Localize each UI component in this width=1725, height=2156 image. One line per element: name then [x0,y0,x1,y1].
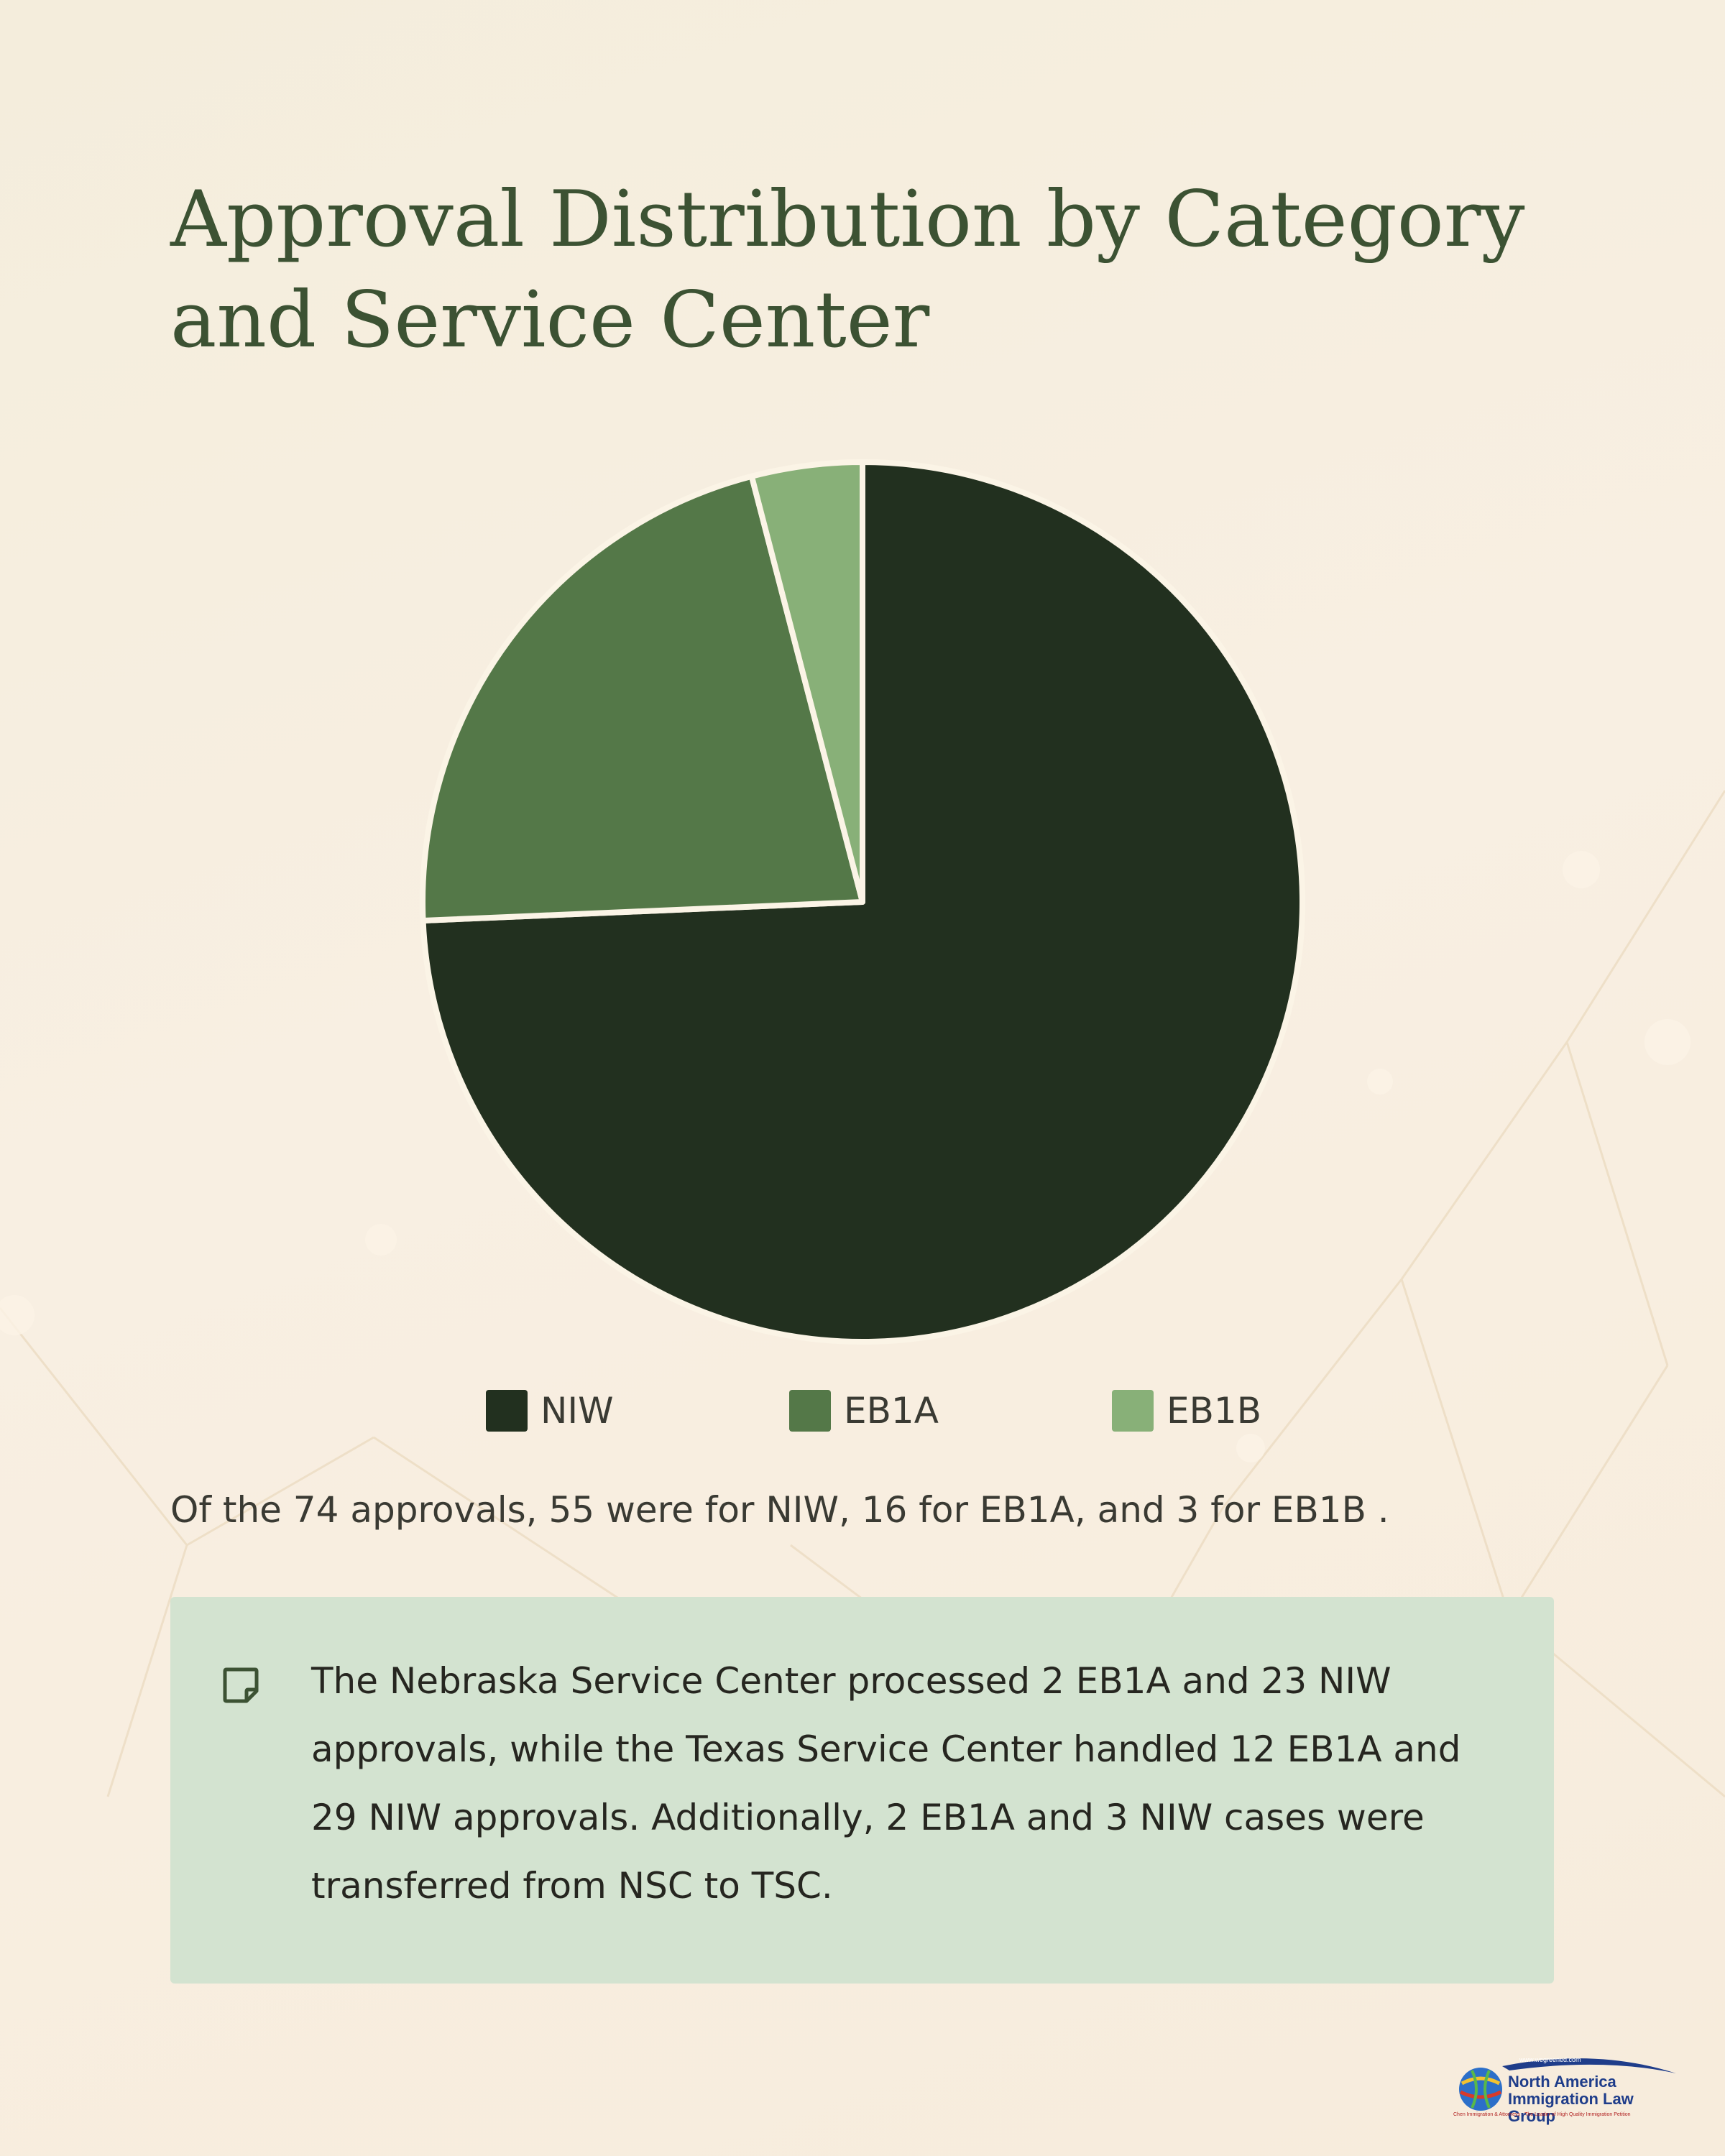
logo-name: North America Immigration Law Group [1508,2073,1634,2125]
legend-swatch-niw [486,1390,528,1432]
note-callout [170,1597,1554,1984]
page-title: Approval Distribution by Category and Service Center [170,175,1525,365]
note-text: The Nebraska Service Center processed 2 EB1A and 23 NIW approvals, while the Texas Service Center handled 12 EB1A and 29 NIW approvals. Additionally, 2 EB1A and 3 NIW cases were transferred from NSC to TSC. [311,1660,1461,1907]
legend-item-niw [486,1389,614,1432]
note-icon [221,1665,261,1705]
summary-text: Of the 74 approvals, 55 were for NIW, 16 for EB1A, and 3 for EB1B . [170,1489,1389,1531]
legend-label-niw: NIW [540,1390,614,1432]
legend-item-eb1b [1112,1389,1261,1432]
legend-label-eb1a: EB1A [844,1390,939,1432]
legend-swatch-eb1b [1112,1390,1154,1432]
company-logo [1452,2052,1682,2124]
logo-tagline: Chen Immigration & Attorneys · The Leader of High Quality Immigration Petition [1453,2112,1631,2117]
pie-chart [417,456,1308,1348]
logo-url: www.wegreened.com [1519,2056,1581,2063]
legend-swatch-eb1a [789,1390,831,1432]
legend-item-eb1a [789,1389,939,1432]
legend-label-eb1b: EB1B [1167,1390,1262,1432]
